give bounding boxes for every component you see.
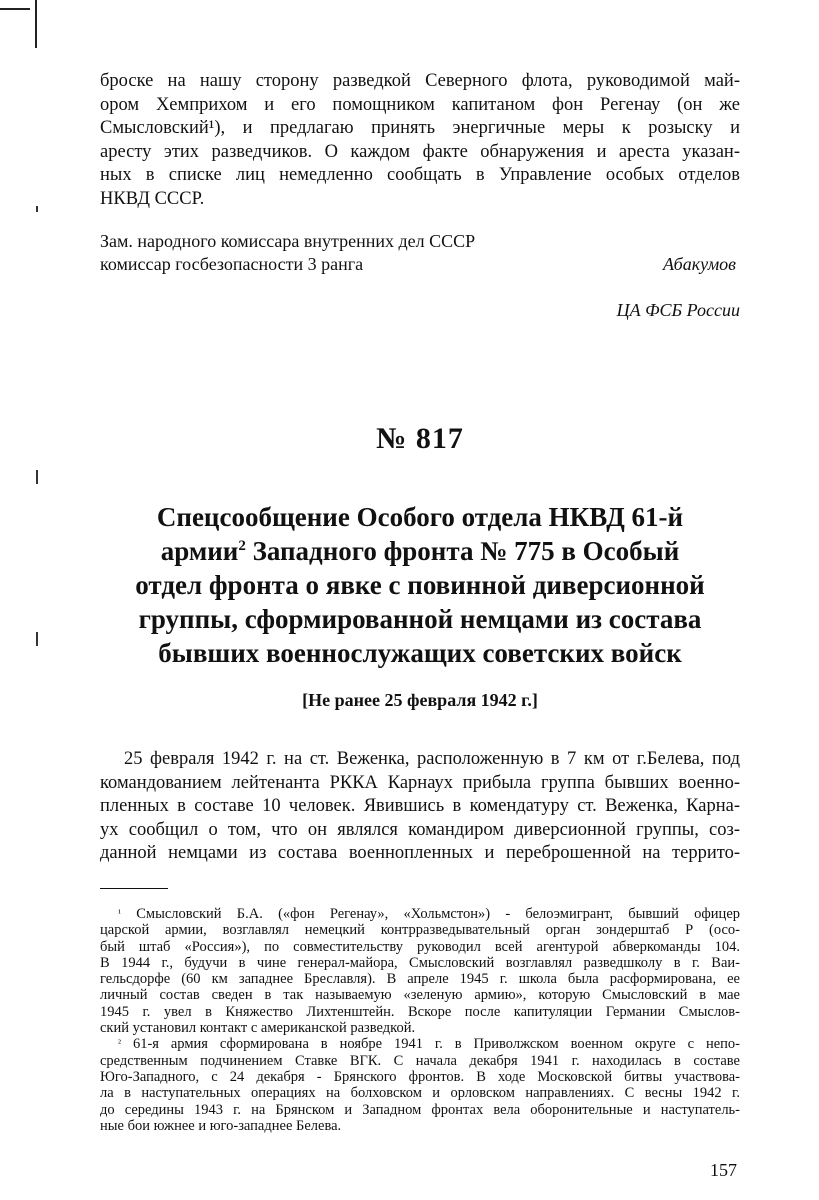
footnote-line: бый штаб «Россия»), по совместительству руководил всей агентурой абверкоманды 104. bbox=[100, 938, 740, 955]
text-line: 25 февраля 1942 г. на ст. Веженка, расположенную в 7 км от г.Белева, под bbox=[124, 749, 740, 769]
text-line: ором Хемприхом и его помощником капитаном фон Регенау (он же bbox=[100, 94, 740, 115]
text-line: данной немцами из состава военнопленных и переброшенной на террито- bbox=[100, 843, 740, 863]
footnote-line bbox=[100, 1036, 740, 1052]
archive-source: ЦА ФСБ России bbox=[616, 300, 740, 320]
crop-mark-horizontal bbox=[0, 8, 30, 10]
signature-block bbox=[100, 230, 740, 276]
document-date: [Не ранее 25 февраля 1942 г.] bbox=[302, 690, 538, 710]
footnote-separator bbox=[100, 888, 168, 889]
footnote-text: 61-я армия сформирована в ноябре 1941 г. в Приволжском военном округе с непо- bbox=[132, 1036, 740, 1053]
footnote-line: личный состав сведен в так называемую «зеленую армию», которую Смысловский в мае bbox=[100, 987, 740, 1004]
footnote-line: до середины 1943 г. на Брянском и Западном фронтах вела оборонительные и наступатель- bbox=[100, 1101, 740, 1118]
footnote-text: Смысловский Б.А. («фон Регенау», «Хольмстон») - белоэмигрант, бывший офицер bbox=[136, 906, 741, 922]
title-fragment: Западного фронта № 775 в Особый bbox=[245, 536, 680, 566]
document-title bbox=[100, 500, 740, 670]
text-line: командованием лейтенанта РККА Карнаух прибыла группа бывших военно- bbox=[100, 772, 740, 793]
margin-mark bbox=[36, 470, 38, 484]
text-line: ух сообщил о том, что он являлся командиром диверсионной группы, соз- bbox=[100, 819, 740, 840]
title-line: бывших военнослужащих советских войск bbox=[158, 638, 682, 668]
signatory-name: Абакумов bbox=[662, 254, 736, 274]
footnote-line bbox=[100, 906, 740, 922]
text-line: ных в списке лиц немедленно сообщать в Управление особых отделов bbox=[100, 165, 740, 185]
footnote-2 bbox=[100, 1036, 740, 1134]
footnote-line: гельсдорфе (60 км западнее Бреславля). В апреле 1945 г. школа была расформирована, ее bbox=[100, 971, 740, 988]
crop-mark-vertical bbox=[35, 0, 37, 48]
footnote-line: Юго-Западного, с 24 декабря - Брянского фронтов. В ходе Московской битвы участвова- bbox=[100, 1068, 740, 1085]
margin-mark bbox=[36, 206, 38, 212]
text-line: броске на нашу сторону разведкой Северного флота, руководимой май- bbox=[100, 71, 740, 91]
text-line: пленных в составе 10 человек. Явившись в комендатуру ст. Веженка, Карна- bbox=[100, 796, 740, 816]
page-number: 157 bbox=[710, 1160, 737, 1180]
footnote-line: ский установил контакт с американской разведкой. bbox=[100, 1020, 416, 1037]
signatory-rank: комиссар госбезопасности 3 ранга bbox=[100, 254, 364, 274]
footnotes bbox=[100, 906, 740, 1134]
footnote-1 bbox=[100, 906, 740, 1036]
footnote-ref: 2 bbox=[238, 538, 246, 554]
text-line: Смысловский¹), и предлагаю принять энергичные меры к розыску и bbox=[100, 118, 740, 138]
text-line: аресту этих разведчиков. О каждом факте обнаружения и ареста указан- bbox=[100, 141, 740, 162]
title-line: отдел фронта о явке с повинной диверсионной bbox=[135, 570, 705, 600]
footnote-line: средственным подчинением Ставке ВГК. С начала декабря 1941 г. находилась в составе bbox=[100, 1052, 740, 1069]
document-number: № 817 bbox=[376, 422, 464, 455]
footnote-line: царской армии, возглавлял немецкий контрразведывательный орган зондерштаб Р (осо- bbox=[100, 922, 740, 939]
footnote-line: ные бои южнее и юго-западнее Белева. bbox=[100, 1117, 342, 1134]
footnote-marker: ² bbox=[118, 1038, 121, 1050]
top-paragraph bbox=[100, 70, 740, 211]
title-fragment: армии bbox=[160, 536, 239, 566]
footnote-line: В 1944 г., будучи в чине генерал-майора, Смысловский возглавлял разведшколу в г. Ваи- bbox=[100, 954, 740, 971]
footnote-line: ла в наступательных операциях на болховском и орловском направлениях. С весны 1942 г. bbox=[100, 1085, 740, 1102]
title-line: группы, сформированной немцами из состава bbox=[138, 604, 702, 634]
signatory-role: Зам. народного комиссара внутренних дел СССР bbox=[100, 231, 476, 251]
footnote-line: 1945 г. увел в Княжество Лихтенштейн. Вскоре после капитуляции Германии Смыслов- bbox=[100, 1003, 740, 1020]
main-paragraph bbox=[100, 748, 740, 866]
text-line: НКВД СССР. bbox=[100, 188, 205, 209]
title-line bbox=[100, 534, 740, 568]
margin-mark bbox=[36, 632, 38, 646]
footnote-marker: ¹ bbox=[118, 908, 121, 919]
title-line: Спецсообщение Особого отдела НКВД 61-й bbox=[156, 502, 684, 532]
